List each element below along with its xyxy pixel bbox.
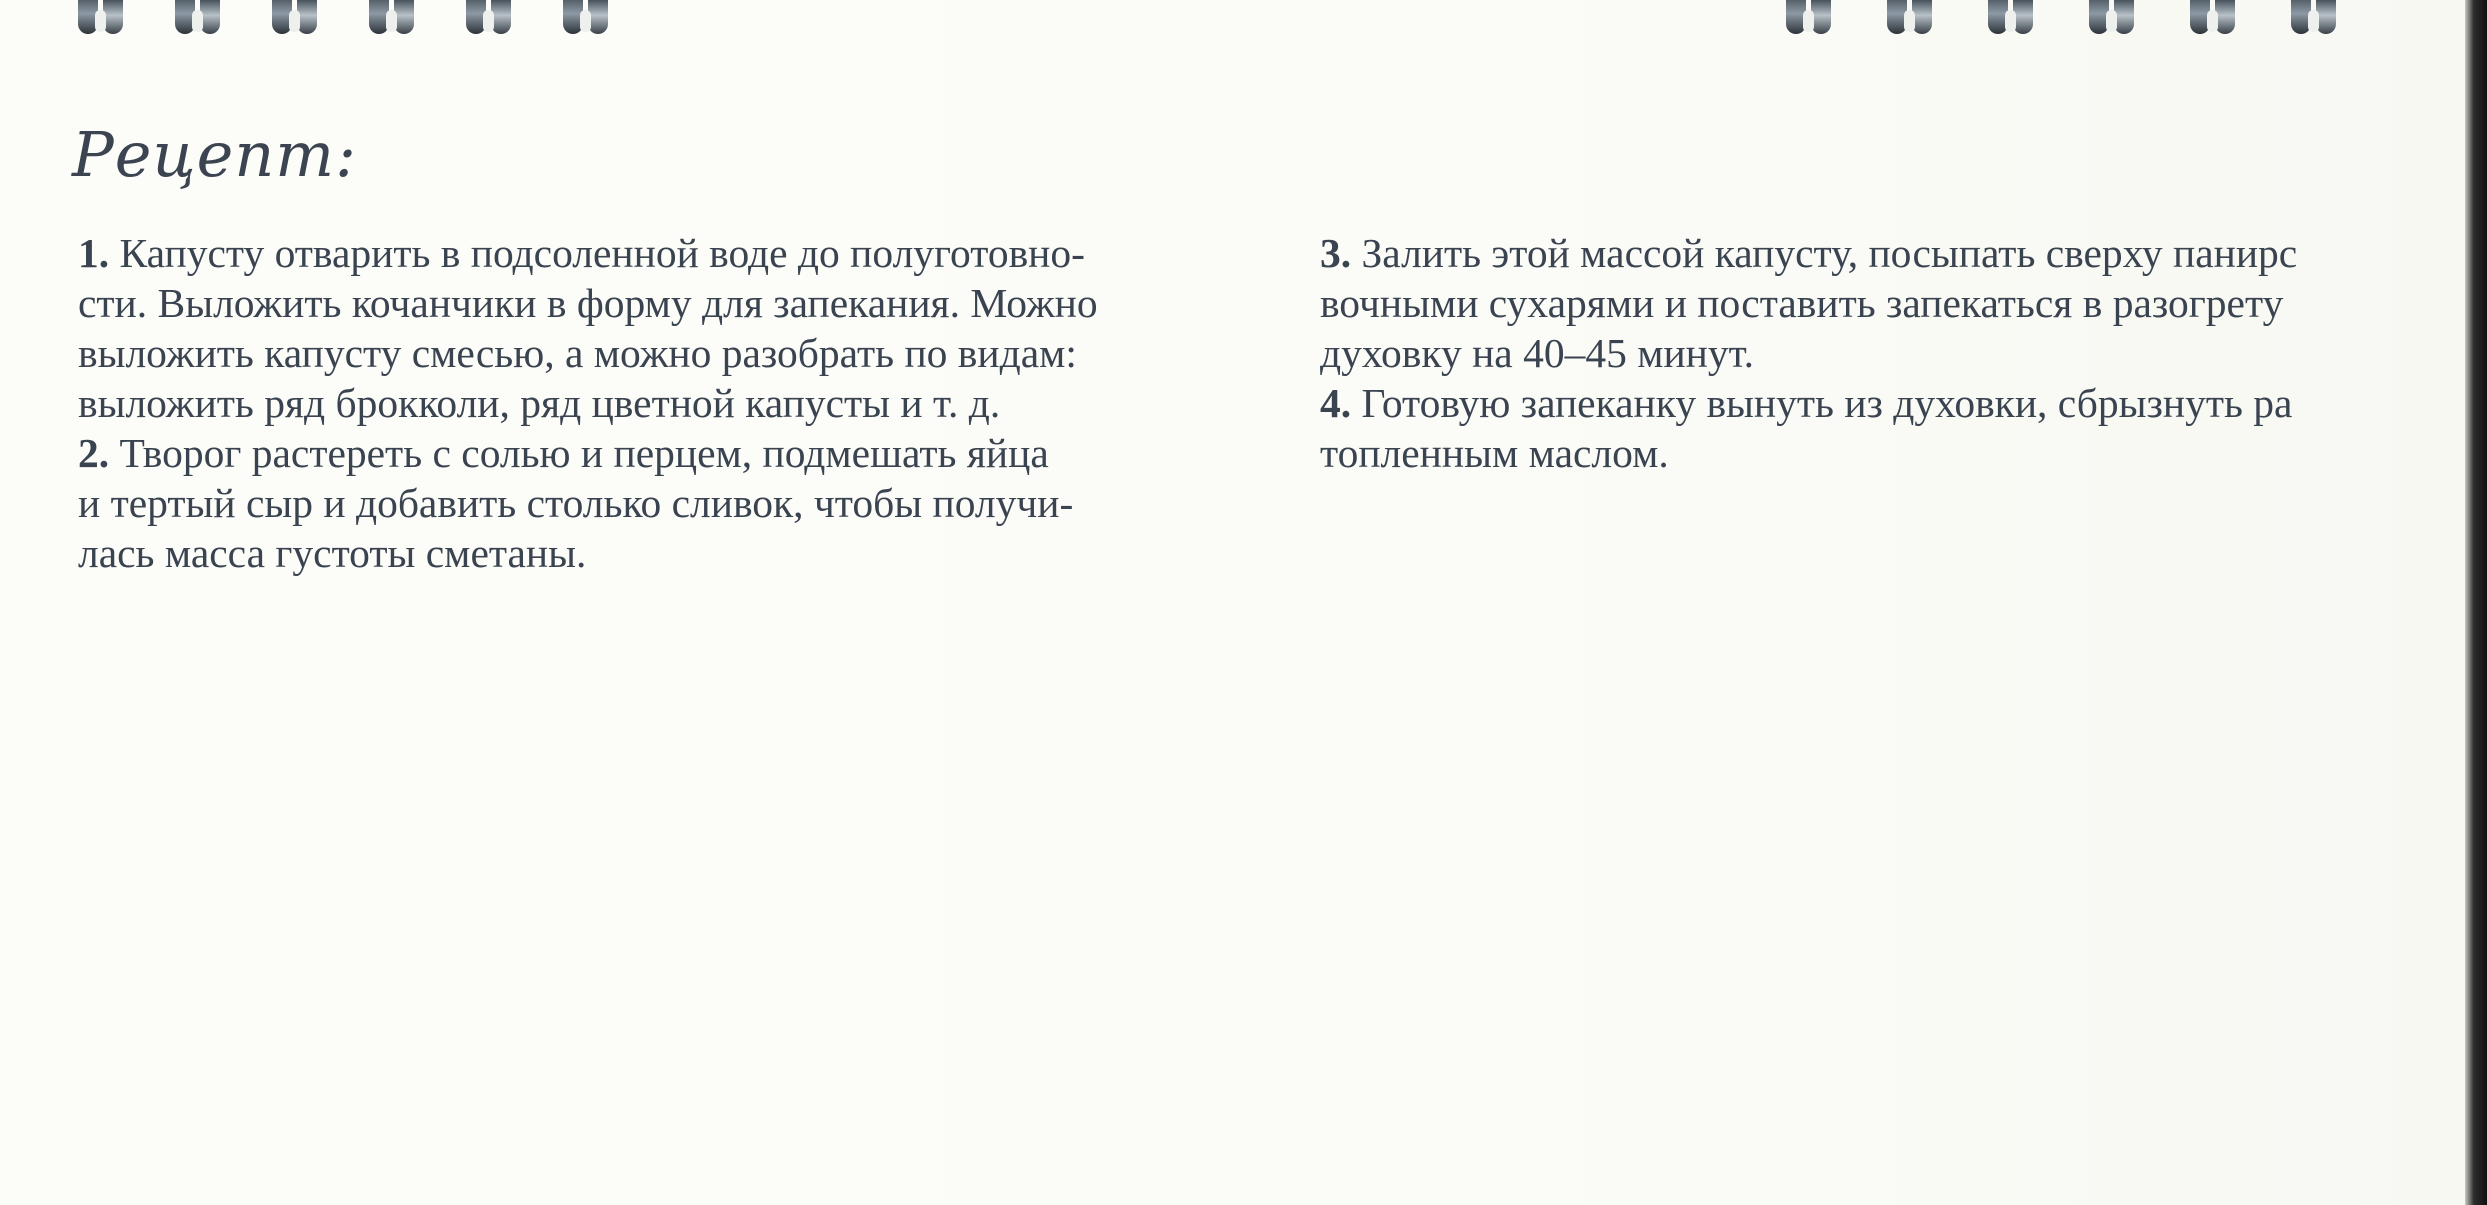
spiral-ring-icon xyxy=(2291,0,2337,36)
spiral-ring-icon xyxy=(1887,0,1933,36)
spiral-ring-icon xyxy=(1988,0,2034,36)
step-text: сти. Выложить кочанчики в форму для запекания. Можно xyxy=(78,280,1098,326)
spiral-binding-right xyxy=(1786,0,2392,40)
step-number: 3. xyxy=(1320,230,1352,276)
step-text: Капусту отварить в подсоленной воде до полуготовно- xyxy=(109,230,1085,276)
text-line xyxy=(78,228,1098,278)
spiral-binding-left xyxy=(78,0,660,40)
text-line xyxy=(78,378,1098,428)
step-text: выложить ряд брокколи, ряд цветной капусты и т. д. xyxy=(78,380,1001,426)
step-text: Готовую запеканку вынуть из духовки, сбрызнуть ра xyxy=(1351,380,2293,426)
step-text: лась масса густоты сметаны. xyxy=(78,530,587,576)
text-line xyxy=(78,428,1098,478)
text-line xyxy=(78,528,1098,578)
text-line xyxy=(1320,428,2297,478)
step-text: топленным маслом. xyxy=(1320,430,1669,476)
recipe-heading: Рецепт: xyxy=(72,118,357,191)
step-text: духовку на 40–45 минут. xyxy=(1320,330,1755,376)
step-number: 1. xyxy=(78,230,110,276)
spiral-ring-icon xyxy=(563,0,609,36)
spiral-ring-icon xyxy=(78,0,124,36)
recipe-steps-left-column xyxy=(78,228,1098,578)
spiral-ring-icon xyxy=(272,0,318,36)
spiral-ring-icon xyxy=(2089,0,2135,36)
page-edge xyxy=(2465,0,2487,1205)
text-line xyxy=(78,278,1098,328)
spiral-ring-icon xyxy=(1786,0,1832,36)
step-text: выложить капусту смесью, а можно разобрать по видам: xyxy=(78,330,1077,376)
step-text: вочными сухарями и поставить запекаться в разогрету xyxy=(1320,280,2284,326)
step-text: Творог растереть с солью и перцем, подмешать яйца xyxy=(109,430,1049,476)
step-text: и тертый сыр и добавить столько сливок, чтобы получи- xyxy=(78,480,1074,526)
text-line xyxy=(1320,328,2297,378)
recipe-steps-right-column xyxy=(1320,228,2297,478)
text-line xyxy=(78,478,1098,528)
step-number: 4. xyxy=(1320,380,1352,426)
spiral-ring-icon xyxy=(369,0,415,36)
spiral-ring-icon xyxy=(175,0,221,36)
step-text: Залить этой массой капусту, посыпать сверху панирс xyxy=(1351,230,2298,276)
spiral-ring-icon xyxy=(466,0,512,36)
text-line xyxy=(1320,228,2297,278)
step-number: 2. xyxy=(78,430,110,476)
text-line xyxy=(78,328,1098,378)
spiral-ring-icon xyxy=(2190,0,2236,36)
text-line xyxy=(1320,378,2297,428)
text-line xyxy=(1320,278,2297,328)
